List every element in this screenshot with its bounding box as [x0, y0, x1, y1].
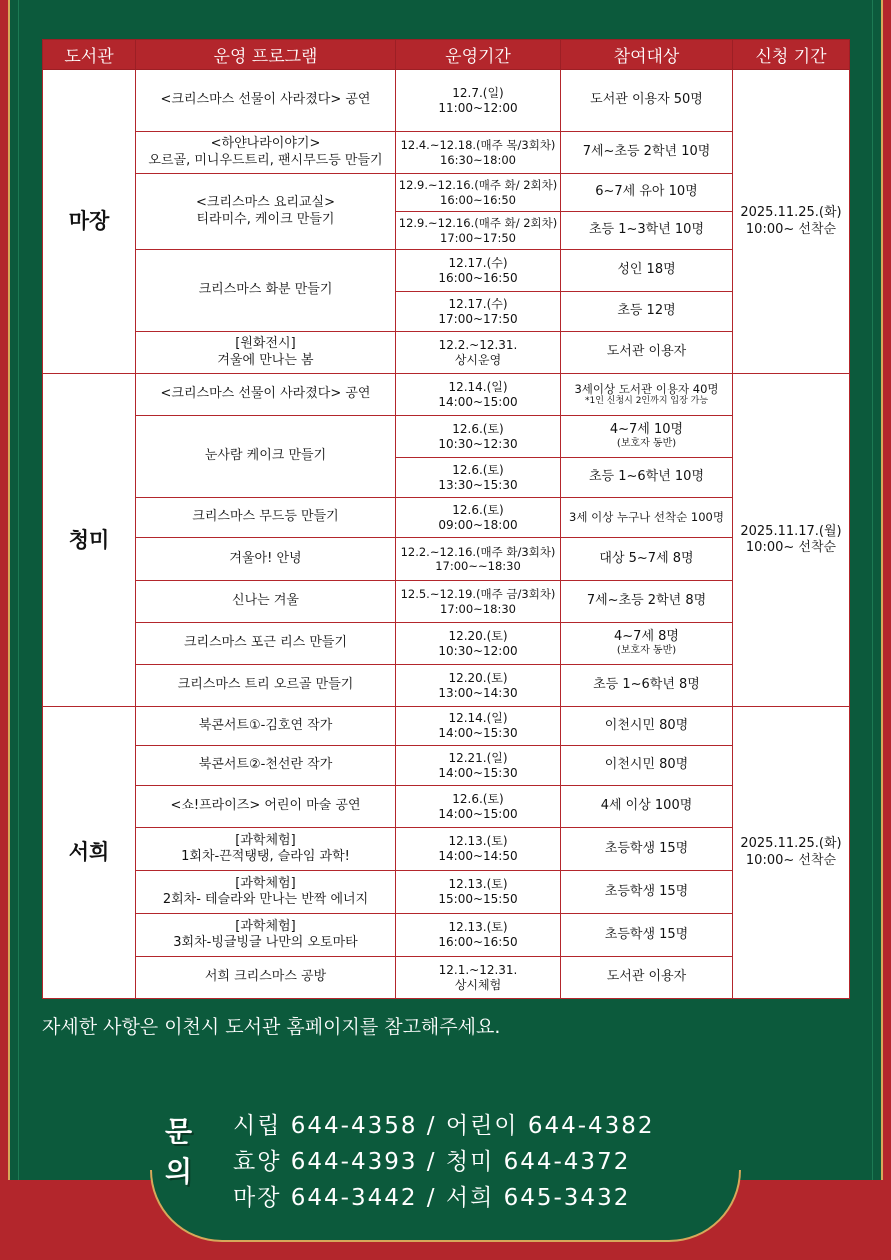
- apply-period-seohui: 2025.11.25.(화) 10:00~ 선착순: [733, 707, 850, 999]
- program-name: <쇼!프라이즈> 어린이 마술 공연: [136, 786, 396, 828]
- program-name: 겨울아! 안녕: [136, 538, 396, 581]
- program-audience: 초등학생 15명: [561, 828, 733, 871]
- program-audience: 초등 1~6학년 10명: [561, 458, 733, 498]
- apply-period-cheongmi: 2025.11.17.(월) 10:00~ 선착순: [733, 374, 850, 707]
- program-audience: 이천시민 80명: [561, 746, 733, 786]
- program-name: 눈사람 케이크 만들기: [136, 416, 396, 498]
- program-name: 크리스마스 무드등 만들기: [136, 498, 396, 538]
- program-audience: 초등 1~6학년 8명: [561, 665, 733, 707]
- table-row: [43, 374, 850, 416]
- program-name: [과학체험] 2회차- 테슬라와 만나는 반짝 에너지: [136, 871, 396, 914]
- program-audience: 성인 18명: [561, 250, 733, 292]
- program-audience: 도서관 이용자: [561, 332, 733, 374]
- contact-line: 시립 644-4358 / 어린이 644-4382: [233, 1113, 655, 1139]
- program-name: 크리스마스 포근 리스 만들기: [136, 623, 396, 665]
- program-name: <하얀나라이야기> 오르골, 미니우드트리, 팬시무드등 만들기: [136, 132, 396, 174]
- program-date: 12.6.(토) 09:00~18:00: [396, 498, 561, 538]
- program-date: 12.21.(일) 14:00~15:30: [396, 746, 561, 786]
- header-audience: 참여대상: [561, 40, 733, 70]
- program-audience: 4세 이상 100명: [561, 786, 733, 828]
- program-date: 12.1.~12.31. 상시체험: [396, 957, 561, 999]
- table-row: [43, 786, 850, 828]
- program-audience: [561, 416, 733, 458]
- program-name: <크리스마스 요리교실> 티라미수, 케이크 만들기: [136, 174, 396, 250]
- contact-label: 문의: [165, 1115, 193, 1188]
- program-date: 12.2.~12.31. 상시운영: [396, 332, 561, 374]
- branch-majang: 마장: [43, 70, 136, 374]
- program-name: 북콘서트②-천선란 작가: [136, 746, 396, 786]
- table-row: [43, 707, 850, 746]
- program-date: 12.13.(토) 15:00~15:50: [396, 871, 561, 914]
- program-date: 12.17.(수) 16:00~16:50: [396, 250, 561, 292]
- program-date: 12.5.~12.19.(매주 금/3회차) 17:00~18:30: [396, 581, 561, 623]
- program-date: 12.20.(토) 13:00~14:30: [396, 665, 561, 707]
- audience-text: 4~7세 10명: [609, 422, 684, 438]
- program-audience: 6~7세 유아 10명: [561, 174, 733, 212]
- audience-note: (보호자 동반): [616, 438, 677, 450]
- program-date: 12.17.(수) 17:00~17:50: [396, 292, 561, 332]
- program-audience: 도서관 이용자 50명: [561, 70, 733, 132]
- program-date: 12.13.(토) 14:00~14:50: [396, 828, 561, 871]
- table-row: [43, 70, 850, 132]
- homepage-note: 자세한 사항은 이천시 도서관 홈페이지를 참고해주세요.: [42, 1016, 501, 1038]
- program-name: <크리스마스 선물이 사라졌다> 공연: [136, 70, 396, 132]
- table-row: [43, 665, 850, 707]
- table-row: [43, 132, 850, 174]
- apply-period-majang: 2025.11.25.(화) 10:00~ 선착순: [733, 70, 850, 374]
- program-name: 북콘서트①-김호연 작가: [136, 707, 396, 746]
- program-date: 12.6.(토) 14:00~15:00: [396, 786, 561, 828]
- table-row: [43, 538, 850, 581]
- program-audience: 도서관 이용자: [561, 957, 733, 999]
- program-date: 12.13.(토) 16:00~16:50: [396, 914, 561, 957]
- program-audience: 7세~초등 2학년 8명: [561, 581, 733, 623]
- program-date: 12.6.(토) 13:30~15:30: [396, 458, 561, 498]
- program-audience: 초등 1~3학년 10명: [561, 212, 733, 250]
- header-library: 도서관: [43, 40, 136, 70]
- program-date: 12.9.~12.16.(매주 화/ 2회차) 16:00~16:50: [396, 174, 561, 212]
- header-program: 운영 프로그램: [136, 40, 396, 70]
- program-date: 12.2.~12.16.(매주 화/3회차) 17:00~~18:30: [396, 538, 561, 581]
- table-row: [43, 581, 850, 623]
- table-row: [43, 623, 850, 665]
- contact-line: 마장 644-3442 / 서희 645-3432: [233, 1185, 631, 1211]
- table-row: [43, 332, 850, 374]
- table-row: [43, 828, 850, 871]
- contact-lines: [233, 1108, 753, 1216]
- program-schedule-table: [42, 39, 850, 999]
- program-audience: 초등 12명: [561, 292, 733, 332]
- program-name: 크리스마스 트리 오르골 만들기: [136, 665, 396, 707]
- table-row: [43, 957, 850, 999]
- table-row: [43, 746, 850, 786]
- branch-seohui: 서희: [43, 707, 136, 999]
- audience-text: 4~7세 8명: [614, 629, 679, 645]
- header-apply-period: 신청 기간: [733, 40, 850, 70]
- program-audience: [561, 374, 733, 416]
- program-audience: 7세~초등 2학년 10명: [561, 132, 733, 174]
- table-row: [43, 416, 850, 458]
- program-audience: 대상 5~7세 8명: [561, 538, 733, 581]
- program-audience: 3세 이상 누구나 선착순 100명: [561, 498, 733, 538]
- program-date: 12.4.~12.18.(매주 목/3회차) 16:30~18:00: [396, 132, 561, 174]
- branch-cheongmi: 청미: [43, 374, 136, 707]
- table-row: [43, 250, 850, 292]
- program-date: 12.6.(토) 10:30~12:30: [396, 416, 561, 458]
- table-row: [43, 174, 850, 212]
- audience-note: *1인 신청시 2인까지 입장 가능: [584, 396, 709, 407]
- table-row: [43, 914, 850, 957]
- program-audience: 초등학생 15명: [561, 914, 733, 957]
- header-date: 운영기간: [396, 40, 561, 70]
- table-row: [43, 871, 850, 914]
- program-date: 12.9.~12.16.(매주 화/ 2회차) 17:00~17:50: [396, 212, 561, 250]
- program-audience: [561, 623, 733, 665]
- program-name: 서희 크리스마스 공방: [136, 957, 396, 999]
- program-date: 12.14.(일) 14:00~15:30: [396, 707, 561, 746]
- audience-note: (보호자 동반): [616, 645, 677, 657]
- program-name: 크리스마스 화분 만들기: [136, 250, 396, 332]
- program-name: [과학체험] 1회차-끈적탱탱, 슬라임 과학!: [136, 828, 396, 871]
- program-date: 12.7.(일) 11:00~12:00: [396, 70, 561, 132]
- table-row: [43, 498, 850, 538]
- program-name: 신나는 겨울: [136, 581, 396, 623]
- program-name: [원화전시] 겨울에 만나는 봄: [136, 332, 396, 374]
- program-audience: 이천시민 80명: [561, 707, 733, 746]
- table-header-row: [43, 40, 850, 70]
- program-name: [과학체험] 3회차-빙글빙글 나만의 오토마타: [136, 914, 396, 957]
- program-date: 12.20.(토) 10:30~12:00: [396, 623, 561, 665]
- contact-line: 효양 644-4393 / 청미 644-4372: [233, 1149, 631, 1175]
- program-audience: 초등학생 15명: [561, 871, 733, 914]
- audience-text: 3세이상 도서관 이용자 40명: [574, 381, 719, 396]
- program-date: 12.14.(일) 14:00~15:00: [396, 374, 561, 416]
- program-name: <크리스마스 선물이 사라졌다> 공연: [136, 374, 396, 416]
